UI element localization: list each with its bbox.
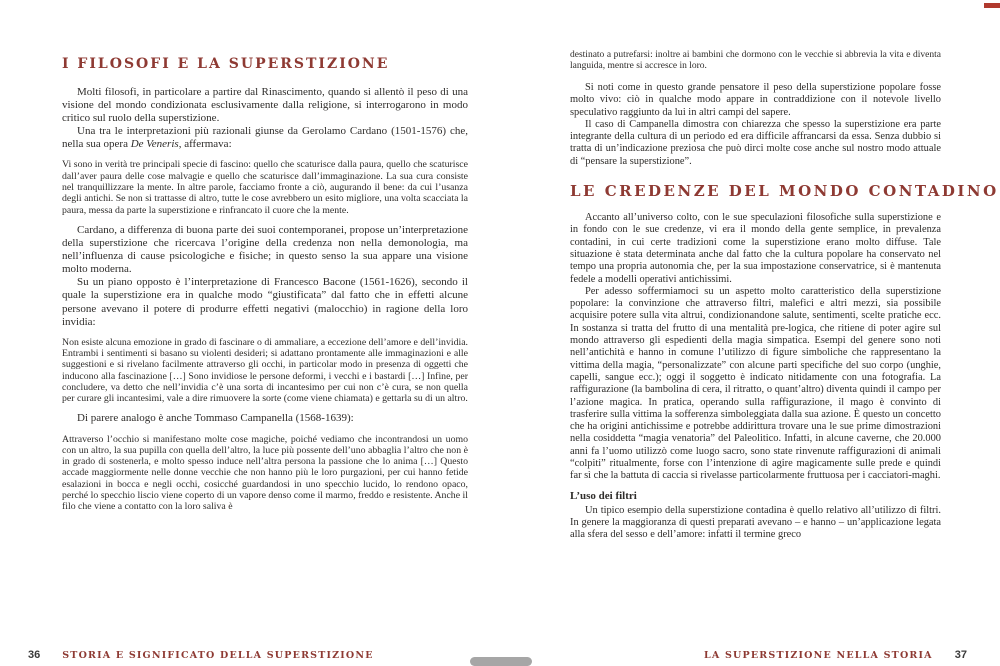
- bottom-scroll-pill[interactable]: [470, 657, 532, 666]
- page-number-right: 37: [954, 649, 967, 661]
- paragraph: Di parere analogo è anche Tommaso Campanella (1568-1639):: [77, 412, 354, 425]
- paragraph: Molti filosofi, in particolare a partire dal Rinascimento, quando si allentò il peso di una visione del mondo condizionata esclusivamente dalla religione, si interrogarono in modo critico sul ruolo della superstizione.: [62, 86, 468, 125]
- block-quote-cardano: Vi sono in verità tre principali specie di fascino: quello che scaturisce dalla paura, quello che scaturisce dall’aver paura delle cose malvagie e quello che scaturisce dall’immaginazione. La sua cura consiste nel tranquillizzare la mente. In altre parole, facciamo fronte a ciò, augurando il bene: da cui l’usanza degli antichi. Se non si trattasse di altro, tutte le cose avrebbero un esito migliore, una volta scacciata la paura, messa da parte la superstizione e rinfrancato il cuore che la mente.: [62, 159, 468, 216]
- paragraph: Un tipico esempio della superstizione contadina è quello relativo all’utilizzo di filtri. In genere la maggioranza di questi preparati avevano – e hanno – un’applicazione legata alla sfera del sesso e dell’amore: infatti il termine greco: [570, 504, 941, 541]
- running-footer-right: LA SUPERSTIZIONE NELLA STORIA: [704, 650, 933, 661]
- paragraph-text: Una tra le interpretazioni più razionali giunse da Gerolamo Cardano (1501-1576) che, nella sua opera: [62, 125, 468, 151]
- page-left: [62, 56, 468, 521]
- work-title-italic: De Veneris: [130, 138, 179, 151]
- block-quote-continuation: destinato a putrefarsi: inoltre ai bambini che dormono con le vecchie si abbrevia la vita e diventa languida, mentre si accresce in loro.: [570, 50, 941, 71]
- block-quote-campanella: Attraverso l’occhio si manifestano molte cose magiche, poiché vediamo che incontrandosi un uomo con un altro, la sua pupilla con quella dell’altro, la luce più possente dell’uno abbaglia l’altro che non è in grado di sostenerla, e molto spesso induce nell’altra persona la passione che lo anima […] Questo accade maggiormente nelle donne vecchie che non hanno più le loro purgazioni, per cui hanno fetide esalazioni in bocca e negli occhi, cosicché guardandosi in uno specchio lucido, lo rendono opaco, perché lo specchio liscio viene coperto di un vapore denso come il marmo, freddo e resistente. Anche il filo che viene a contatto con la loro saliva è: [62, 433, 468, 513]
- page-number-left: 36: [28, 649, 41, 661]
- paragraph: [62, 125, 468, 151]
- paragraph: Accanto all’universo colto, con le sue speculazioni filosofiche sulla superstizione e in fondo con le sue credenze, vi era il mondo della gente semplice, in prevalenza contadini, in cui certe tradizioni come la superstizione erano molto diffuse. Tale situazione è stata determinata anche dal fatto che la cultura popolare ha conservato nel tempo una propria autonomia che, per la sua impostazione conservatrice, si è mantenuta fedele a modelli operativi antichissimi.: [570, 212, 941, 285]
- paragraph: Si noti come in questo grande pensatore il peso della superstizione popolare fosse molto vivo: ciò in qualche modo appare in contraddizione con il notevole livello speculativo raggiunto da lui in altri campi del sapere.: [570, 82, 941, 118]
- paragraph: Su un piano opposto è l’interpretazione di Francesco Bacone (1561-1626), secondo il quale la superstizione era in qualche modo “giustificata” dal fatto che in effetti alcune persone avevano il potere di produrre effetti negativi (malocchio) in ragione della loro invidia:: [62, 276, 468, 328]
- paragraph-text: , affermava:: [178, 138, 232, 151]
- subheading-uso-filtri: L’uso dei filtri: [570, 489, 637, 502]
- paragraph: Per adesso soffermiamoci su un aspetto molto caratteristico della superstizione popolare: la convinzione che attraverso filtri, malefici e altri mezzi, sia possibile acquisire potere sulla vita altrui, condizionandone salute, sentimenti, scelte pratiche ecc. In sostanza si tratta del frutto di una mentalità pre-logica, che ritiene di poter agire sul mondo attraverso gli espedienti della magia simpatica. Esempi del genere sono noti nell’antichità e hanno in comune l’utilizzo di figure simboliche che rappresentano la vittima della magia, “personalizzate” con alcune parti specifiche del suo corpo (unghie, capelli, sangue ecc.); oggi il soggetto è indicato nitidamente con una fotografia. La raffigurazione (la bambolina di cera, il ritratto, o quant’altro) diventa quindi il campo per l’azione magica. In pratica, operando sulla raffigurazione, il mago è convinto di trasferire sulla vittima la sofferenza simboleggiata dalla sua azione. È questo un concetto che ha origini antichissime e potrebbe addirittura trovare una le sue prime dimostrazioni nella cosiddetta “magia venatoria” del Paleolitico. Infatti, in alcune caverne, che 20.000 anni fa l’uomo utilizzò come luogo sacro, sono state rinvenute raffigurazioni di animali “colpiti” ritualmente, forse con l’intenzione di agire magicamente sulle prede e quindi far sì che la battuta di caccia si rivelasse particolarmente fruttuosa per i cacciatori-maghi.: [570, 285, 941, 482]
- paragraph: Cardano, a differenza di buona parte dei suoi contemporanei, propose un’interpretazione della superstizione che ricercava l’origine della credenza non nella demonologia, ma nell’influenza di cause psicologiche e fisiche; in questo senso la sua appare una visione molto moderna.: [62, 223, 468, 276]
- paragraph: Il caso di Campanella dimostra con chiarezza che spesso la superstizione era parte integrante della cultura di un periodo ed era difficile affrancarsi da essa. Senza dubbio si tratta di un’indicazione preziosa che può dirci molte cose anche sul nostro modo attuale di “pensare la superstizione”.: [570, 118, 941, 167]
- page-right: [570, 50, 999, 542]
- running-footer-left: STORIA E SIGNIFICATO DELLA SUPERSTIZIONE: [62, 650, 374, 661]
- footer-right: [704, 649, 967, 661]
- block-quote-bacone: Non esiste alcuna emozione in grado di fascinare o di ammaliare, a eccezione dell’amore e dell’invidia. Entrambi i sentimenti si basano su violenti desideri; si adattano prontamente alle immaginazioni e alle suggestioni e si rivelano facilmente attraverso gli occhi, in particolar modo in presenza di oggetti che inducono alla fascinazione […] Sono invidiose le persone deformi, i vecchi e i bastardi […] Infine, per concludere, va detto che nell’invidia c’è una sorta di incantesimo per cui non c’è cura, se non quella per curare gli incantesimi, vale a dire rimuovere la sorte (come viene chiamata) e gettarla su di un altro.: [62, 336, 468, 405]
- corner-mark: [984, 3, 1000, 8]
- footer-left: [28, 649, 374, 661]
- section-heading-filosofi: I FILOSOFI E LA SUPERSTIZIONE: [62, 56, 390, 72]
- section-heading-credenze: LE CREDENZE DEL MONDO CONTADINO: [570, 182, 999, 201]
